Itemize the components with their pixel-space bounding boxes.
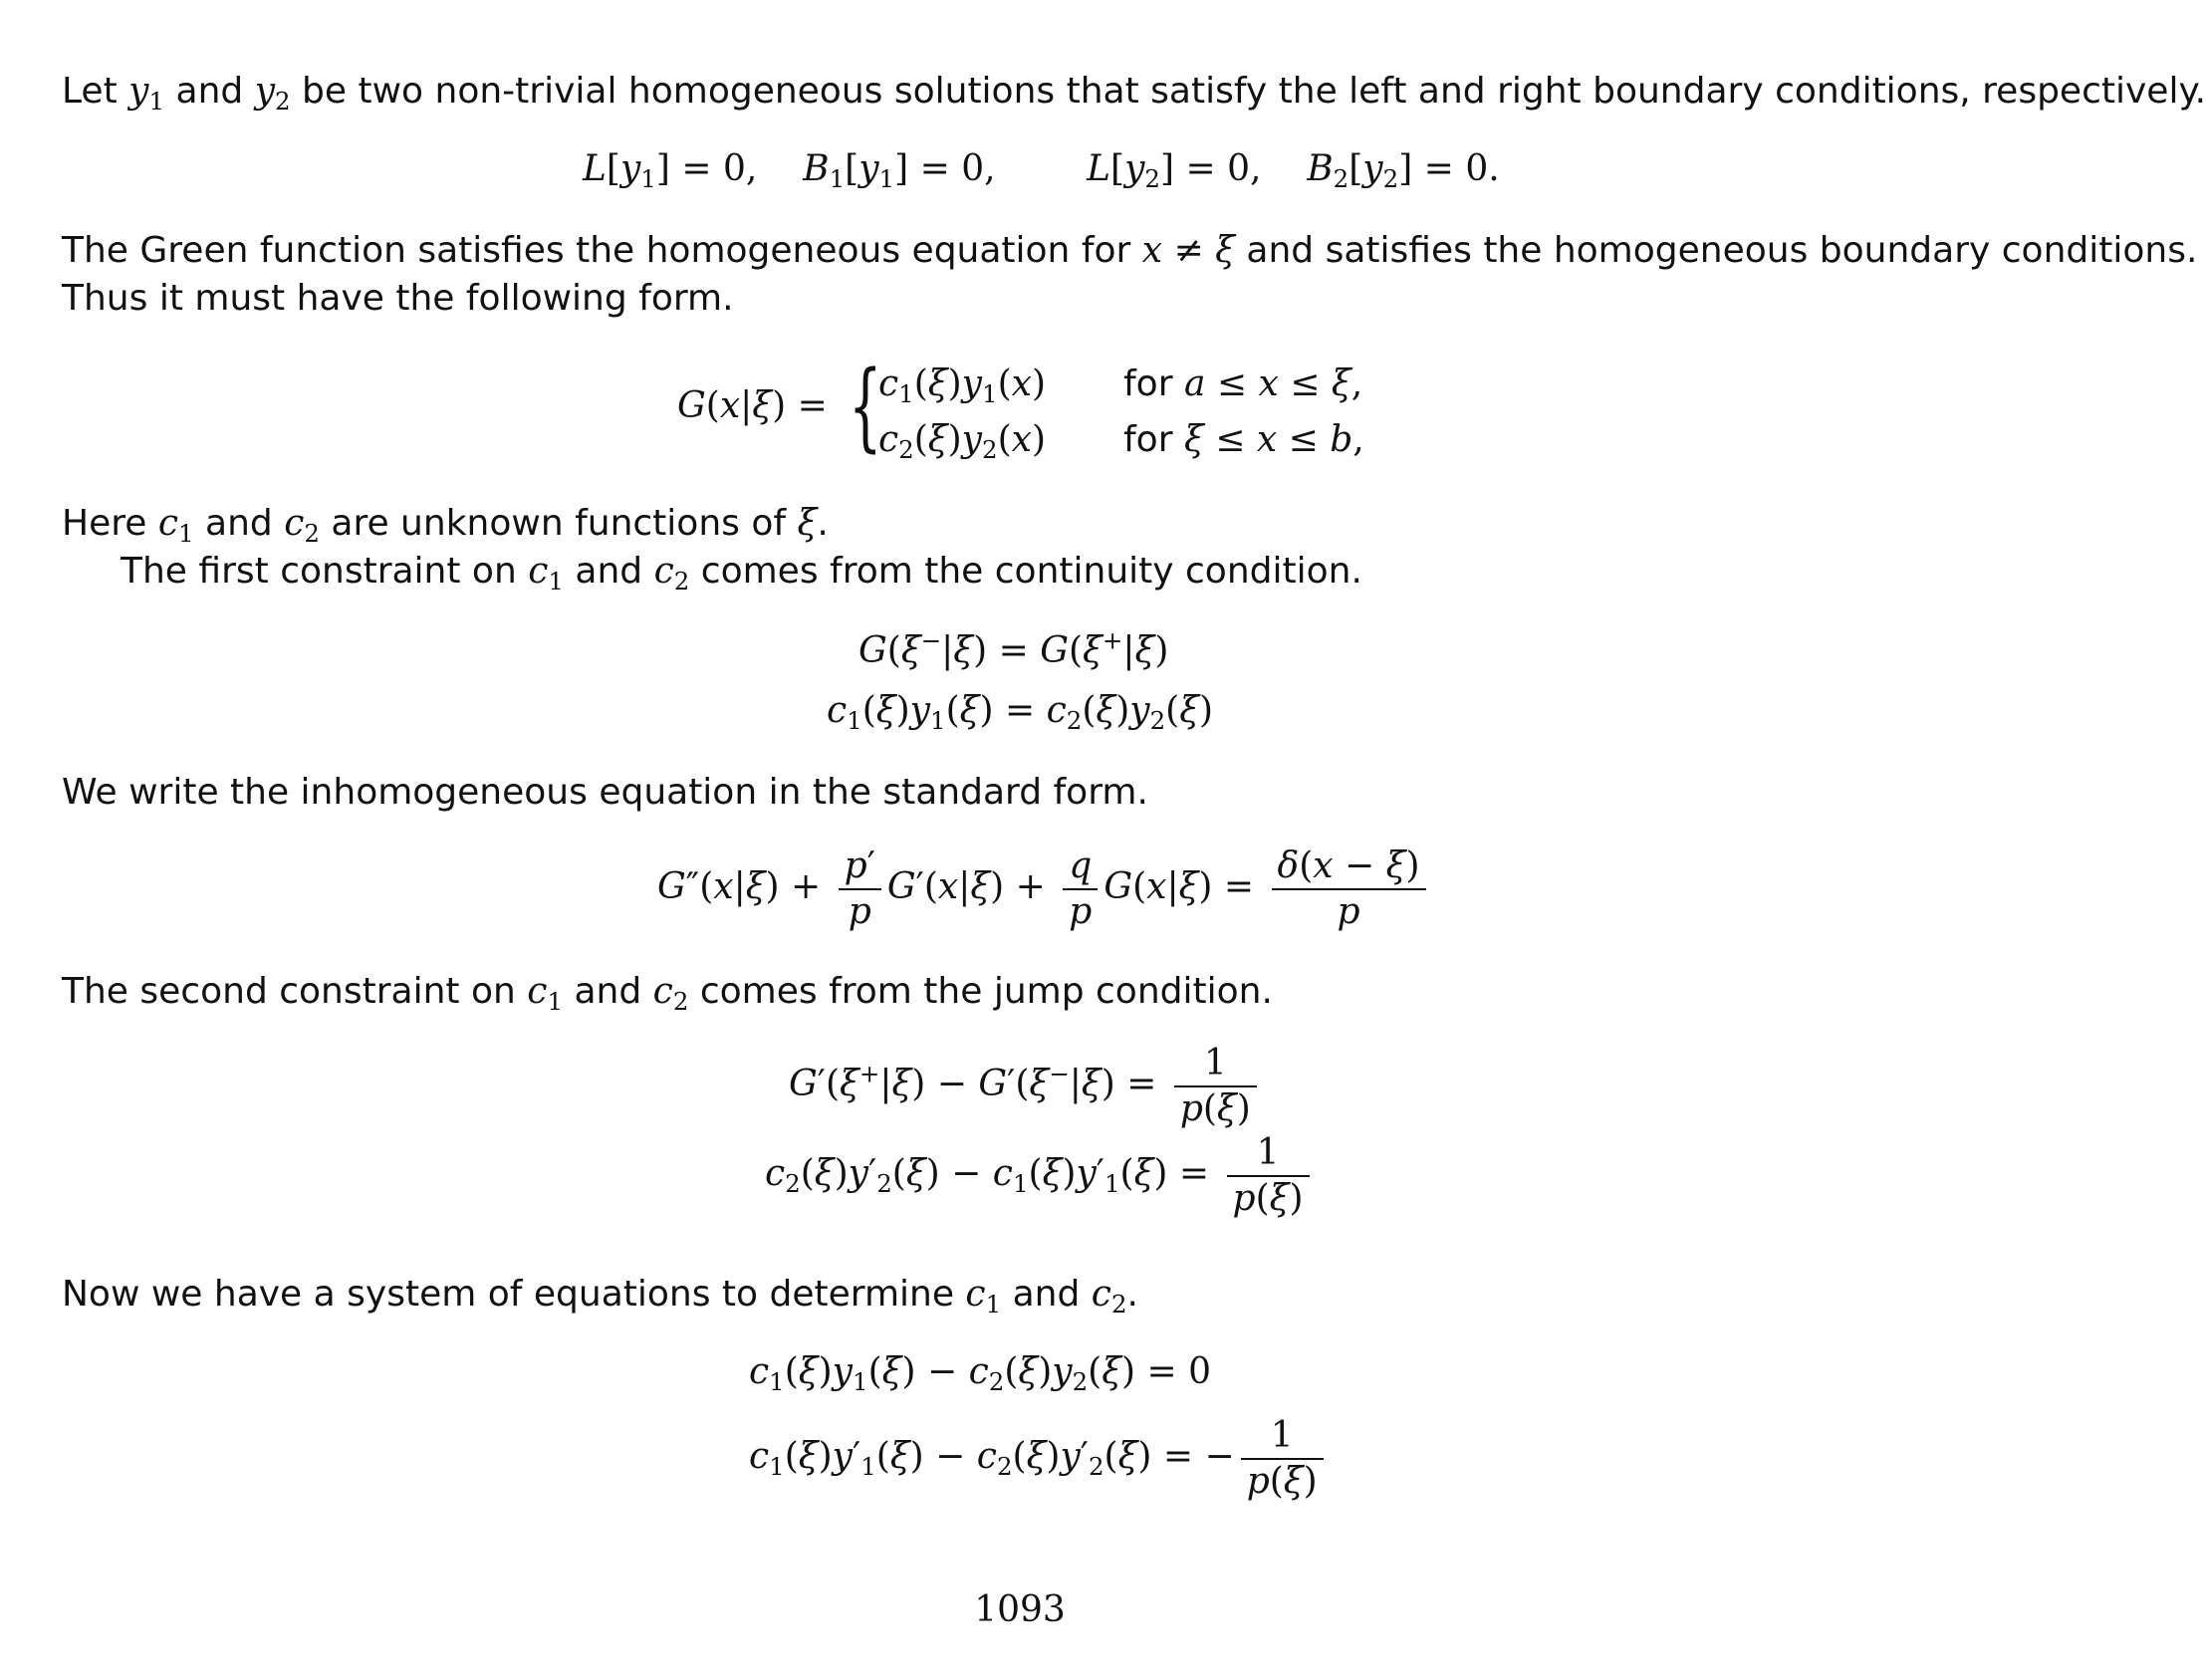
paragraph-green-function-form: The Green function satisfies the homogeneous equation for x ≠ ξ and satisfies the homogeneous boundary conditions. (62, 230, 2198, 271)
text-run: be two non-trivial homogeneous solutions that satisfy the left and right boundary conditions, respectively. (290, 71, 2206, 112)
case-2-expression: $c_2(\xi)y_2(x)$ (878, 419, 1046, 464)
fraction-one-over-p-xi: $\frac{1}{p(\xi)}$ (1174, 1042, 1257, 1131)
text-run: comes from the jump condition. (688, 971, 1273, 1012)
equation-jump-1: G′(ξ+|ξ) − G′(ξ−|ξ) = $\frac{1}{p(\xi)}$ (789, 1042, 1263, 1131)
text-run: The Green function satisfies the homogeneous equation for (62, 230, 1142, 271)
fraction-one-over-p-xi: $\frac{1}{p(\xi)}$ (1241, 1414, 1324, 1504)
text-run: Thus it must have the following form. (62, 278, 734, 319)
equation-standard-form: G″(x|ξ) + $\frac{p'}{p}$ G′(x|ξ) + $\frac{q}{p}$ G(x|ξ) = $\frac{\delta(x - \xi)}{p}$ (657, 844, 1432, 934)
text-run: Let (62, 71, 129, 112)
paragraph-jump-constraint: The second constraint on $c_1$ and $c_2$ comes from the jump condition. (62, 971, 1273, 1016)
fraction-p-prime-over-p: $\frac{p'}{p}$ (839, 844, 881, 934)
text-run: The second constraint on (62, 971, 528, 1012)
case-1-condition: for a ≤ x ≤ ξ, (1123, 363, 1363, 404)
paragraph-system-of-equations: Now we have a system of equations to determine $c_1$ and $c_2$. (62, 1274, 1138, 1319)
text-run: We write the inhomogeneous equation in the standard form. (62, 772, 1148, 813)
paragraph-following-form (62, 275, 734, 323)
paragraph-continuity-constraint: The first constraint on $c_1$ and $c_2$ comes from the continuity condition. (121, 551, 1362, 596)
text-run: and satisfies the homogeneous boundary conditions. (1234, 230, 2198, 271)
paragraph-standard-form (62, 769, 1148, 817)
text-run: and (563, 551, 654, 592)
text-run: . (1126, 1274, 1138, 1315)
text-run: . (817, 503, 829, 544)
equation-boundary-conditions: $L[y_1] = 0$, $B_1[y_1] = 0$, $L[y_2] = 0$, $B_2[y_2] = 0$. (583, 148, 1500, 193)
fraction-delta-over-p: $\frac{\delta(x - \xi)}{p}$ (1272, 844, 1426, 934)
equation-piecewise-green-function: G(x|ξ) = (677, 385, 828, 426)
equation-system-1: $c_1(\xi)y_1(\xi) - c_2(\xi)y_2(\xi) = 0$ (749, 1351, 1212, 1396)
text-run: comes from the continuity condition. (689, 551, 1362, 592)
text-run: The first constraint on (121, 551, 529, 592)
text-run: and (1001, 1274, 1092, 1315)
for-label: for (1123, 419, 1173, 460)
text-run: Here (62, 503, 158, 544)
fraction-one-over-p-xi: $\frac{1}{p(\xi)}$ (1227, 1131, 1310, 1221)
text-run: Now we have a system of equations to determine (62, 1274, 966, 1315)
equation-jump-2: $c_2(\xi)y'_2(\xi) - c_1(\xi)y'_1(\xi)$ = $\frac{1}{p(\xi)}$ (765, 1131, 1316, 1221)
text-run: and (193, 503, 285, 544)
case-1-expression: $c_1(\xi)y_1(x)$ (878, 363, 1046, 408)
text-run: and (164, 71, 255, 112)
equation-system-2: $c_1(\xi)y'_1(\xi) - c_2(\xi)y'_2(\xi)$ = − $\frac{1}{p(\xi)}$ (749, 1414, 1330, 1504)
text-run: and (563, 971, 653, 1012)
text-run: are unknown functions of (319, 503, 798, 544)
case-2-condition: for ξ ≤ x ≤ b, (1123, 419, 1364, 460)
left-brace: { (849, 351, 882, 462)
for-label: for (1123, 363, 1173, 404)
paragraph-unknown-functions: Here $c_1$ and $c_2$ are unknown functions of ξ. (62, 503, 829, 548)
paragraph-homogeneous-solutions: Let $y_1$ and $y_2$ be two non-trivial homogeneous solutions that satisfy the left and right boundary conditions, respectively. (62, 71, 2206, 116)
page-number: 1093 (974, 1589, 1066, 1630)
fraction-q-over-p: $\frac{q}{p}$ (1063, 844, 1098, 934)
equation-continuity-1: G(ξ−|ξ) = G(ξ+|ξ) (858, 625, 1169, 671)
equation-continuity-2: $c_1(\xi)y_1(\xi) = c_2(\xi)y_2(\xi)$ (827, 690, 1214, 735)
